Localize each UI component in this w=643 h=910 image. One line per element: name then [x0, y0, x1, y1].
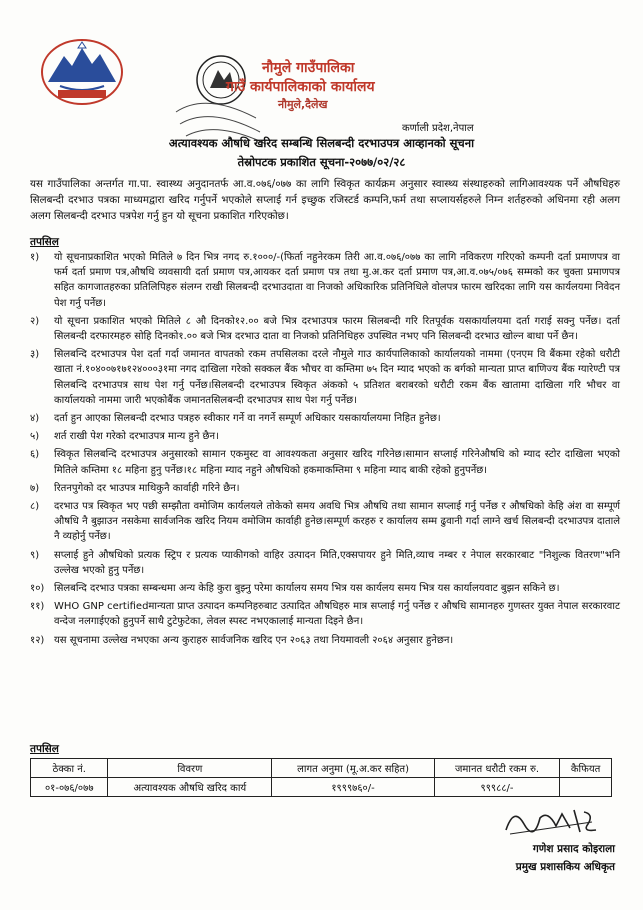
condition-text: रितनपुगेको दर भाउपत्र माथिकुनै कार्वाही गरिने छैन। [54, 482, 240, 494]
condition-item [30, 411, 620, 426]
condition-number: ७) [30, 482, 40, 494]
condition-text: यस सूचनामा उल्लेख नभएका अन्य कुराहरु सार्वजनिक खरिद एन २०६३ तथा नियमावली २०६४ अनुसार हुनेछन। [54, 634, 454, 646]
condition-item [30, 481, 620, 496]
condition-item [30, 250, 620, 311]
signer-name: गणेश प्रसाद कोइराला [532, 843, 615, 855]
notice-subtitle: तेस्रोपटक प्रकाशित सूचना-२०७७/०२/२८ [237, 155, 406, 169]
condition-number: १२) [30, 634, 45, 646]
condition-text: सिलबन्दि दरभाउपत्र पेश दर्ता गर्दा जमानत वापतको रकम तपसिलका दरले नौमुले गाउ कार्यपालिकाको कार्यालयको नाममा (एनएम वि बैंकमा रहेको धरौटी खाता नं.१०४००७१७१२४०००३१मा नगद दाखिला गरेको सक्कल बैंक भौचर वा कम्तिमा ७५ दिन म्याद भएको क बर्गको मान्यता प्राप्त बाणिज्य बैंक ग्यारेण्टी पत्र सिलबन्दि दरभाउपत्र साथ पेश गर्नु पर्नेछ।सिलबन्दी दरभाउपत्र स्विकृत अंकको ५ प्रतिशत बराबरको धरौटी रकम बैंक खातामा दाखिला गरि भौचर वा कार्यालयको नाममा जारी भएकोबैंक जमानतसिलबन्दी दरभाउपत्र साथ पेश गर्नु पर्नेछ। [54, 349, 620, 406]
handwritten-signature [500, 800, 600, 840]
table-heading: तपसिल [30, 743, 59, 755]
condition-item [30, 314, 620, 344]
condition-text: यो सूचना प्रकाशित भएको मितिले ८ औ दिनको१२.०० बजे भित्र दरभाउपत्र फारम सिलबन्दी गरि रितपूर्वक यसकार्यालयमा दर्ता गराई सक्नु पर्नेछ। दर्ता सिलबन्दी दरफारमहरु सोहि दिनको१.०० बजे भित्र दरभाउ दाता वा निजको प्रतिनिधिहरु उपस्थित नभए पनि सिलबन्दी दरभाउ खोल्न बाधा पर्ने छैन। [54, 315, 620, 343]
condition-number: ६) [30, 449, 40, 461]
office-name: गाउँ कार्यपालिकाको कार्यालय [226, 79, 375, 95]
condition-number: २) [30, 315, 40, 327]
condition-number: ९) [30, 549, 40, 561]
conditions-heading: तपसिल [30, 236, 59, 248]
nepal-emblem-icon [38, 34, 126, 106]
condition-text: सप्लाई हुने औषधिको प्रत्यक स्ट्रिप र प्रत्यक प्याकीगको वाहिर उत्पादन मिति,एक्सपायर हुने मिति,व्याच नम्बर र नेपाल सरकारबाट "निशुल्क वितरण"भनि उल्लेख भएको हुनु पर्नेछ। [54, 549, 620, 576]
condition-item [30, 347, 620, 408]
condition-text: यो सूचनाप्रकाशित भएको मितिले ७ दिन भित्र नगद रु.१०००/-(फिर्ता नहुनेरकम तिरी आ.व.०७६/०७७ का लागि नविकरण गरिएको कम्पनी दर्ता प्रमाणपत्र वा फर्म दर्ता प्रमाण पत्र,औषधि व्यवसायी दर्ता प्रमाण पत्र,आयकर दर्ता प्रमाण पत्र तथा मु.अ.कर दर्ता प्रमाण पत्र,आ.व.०७५/०७६ सम्मको कर चुक्ता प्रमाणपत्र सहित कागजातहरुका प्रतिलिपिहरु संलग्न राखी सिलबन्दी दरभाउदाता वा निजको अधिकारिक प्रतिनिधिले वोलपत्र फारम खरिदका लागि यस कार्यलयमा निवेदन पेश गर्नु पर्नेछ। [54, 252, 620, 309]
condition-number: ४) [30, 413, 40, 425]
condition-number: ३) [30, 349, 40, 361]
column-header: ठेक्का नं. [31, 759, 108, 778]
table-header-row [31, 759, 612, 778]
province-name: कर्णाली प्रदेश,नेपाल [402, 123, 474, 134]
condition-text: दरभाउ पत्र स्विकृत भए पछी सम्झौता वमोजिम कार्यलयले तोकेको समय अवधि भित्र औषधि तथा सामान सप्लाई गर्नु पर्नेछ र औषधिको केहि अंश वा सम्पूर्ण औषधि नै बुझाउन नसकेमा सार्वजनिक खरिद नियम वमोजिम कार्वाही हुनेछ।सम्पूर्ण करहरु र कार्यालय सम्म ढुवानी गर्दा लाग्ने खर्च सिलबन्दी दरभाउपत्र दाताले नै व्यहोर्नु पर्नेछ। [54, 501, 620, 543]
condition-text: सिलबन्दि दरभाउ पत्रका सम्बन्धमा अन्य केहि कुरा बुझ्नु परेमा कार्यालय समय भित्र यस कार्यलय समय भित्र यस कार्यालयवाट बुझन सकिने छ। [54, 583, 560, 595]
condition-item [30, 447, 620, 477]
table-cell: ९९९८८/- [434, 778, 559, 797]
condition-number: ८) [30, 501, 40, 513]
condition-number: ५) [30, 431, 40, 443]
municipality-name: नौमुले गाउँपालिका [262, 60, 355, 76]
table-cell: ०१-०७६/०७७ [31, 778, 108, 797]
table-cell: १९९९७६०/- [272, 778, 435, 797]
condition-item [30, 633, 620, 648]
condition-item [30, 429, 620, 444]
condition-item [30, 548, 620, 578]
condition-item [30, 599, 620, 629]
condition-item [30, 581, 620, 596]
condition-text: स्विकृत सिलबन्दि दरभाउपत्र अनुसारको सामान एकमुस्ट वा आवश्यकता अनुसार खरिद गरिनेछ।सामान सप्लाई गरिनेऔषधि को म्याद स्टोर दाखिला भएको मितिले कम्तिमा १८ महिना हुनु पर्नेछ।१८ महिना म्याद नहुने औषधिको हकमाकम्तिमा ९ महिना म्याद बाकी रहेको हुनुपर्नेछ। [54, 449, 620, 476]
condition-number: १०) [30, 583, 45, 595]
condition-text: शर्त राखी पेश गरेको दरभाउपत्र मान्य हुने छैन। [54, 431, 219, 443]
table-cell [560, 778, 612, 797]
condition-item [30, 499, 620, 545]
column-header: लागत अनुमा (मू.अ.कर सहित) [272, 759, 435, 778]
column-header: कैफियत [560, 759, 612, 778]
notice-title: अत्यावश्यक औषधि खरिद सम्बन्धि सिलबन्दी दरभाउपत्र आव्हानको सूचना [168, 136, 475, 150]
condition-number: १) [30, 252, 40, 263]
table-cell: अत्यावश्यक औषधि खरिद कार्य [108, 778, 272, 797]
table-row [31, 778, 612, 797]
signer-designation: प्रमुख प्रशासकिय अधिकृत [515, 861, 615, 873]
tender-table [30, 758, 612, 797]
column-header: जमानत धरौटी रकम रु. [434, 759, 559, 778]
notice-intro: यस गाउँपालिका अन्तर्गत गा.पा. स्वास्थ्य अनुदानतर्फ आ.व.०७६/०७७ का लागि स्विकृत कार्यक्रम अनुसार स्वास्थ्य संस्थाहरुको लागिआवश्यक पर्ने औषधिहरु सिलबन्दी दरभाउ पत्रका माध्यमद्वारा खरिद गर्नुपर्ने भएकोले सप्लाई गर्न इच्छुक रजिस्टर्ड कम्पनि,फर्म तथा सप्लायर्सहरुले निम्न शर्तहरुको अधिनमा रही अलग अलग सिलबन्दी दरभाउ पत्रपेश गर्नु हुन यो सूचना प्रकाशित गरिएकोछ। [30, 178, 620, 222]
condition-number: ११) [30, 601, 45, 613]
office-address: नौमुले,दैलेख [278, 98, 328, 111]
conditions-list [30, 250, 620, 651]
condition-text: WHO GNP certifiedमान्यता प्राप्त उत्पादन कम्पनिहरुबाट उत्पादित औषधिहरु मात्र सप्लाई गर्नु पर्नेछ र औषधि सामानहरु गुणस्तर युक्त नेपाल सरकारवाट वन्देज नलगाईएको हुनुपर्ने साथै टुटेफुटेका, लेवल स्पस्ट नभएकालाई मान्यता दिइने छैन। [54, 601, 620, 628]
condition-text: दर्ता हुन आएका सिलबन्दी दरभाउ पत्रहरु स्वीकार गर्ने वा नगर्ने सम्पूर्ण अधिकार यसकार्यालयमा निहित हुनेछ। [54, 413, 441, 425]
column-header: विवरण [108, 759, 272, 778]
